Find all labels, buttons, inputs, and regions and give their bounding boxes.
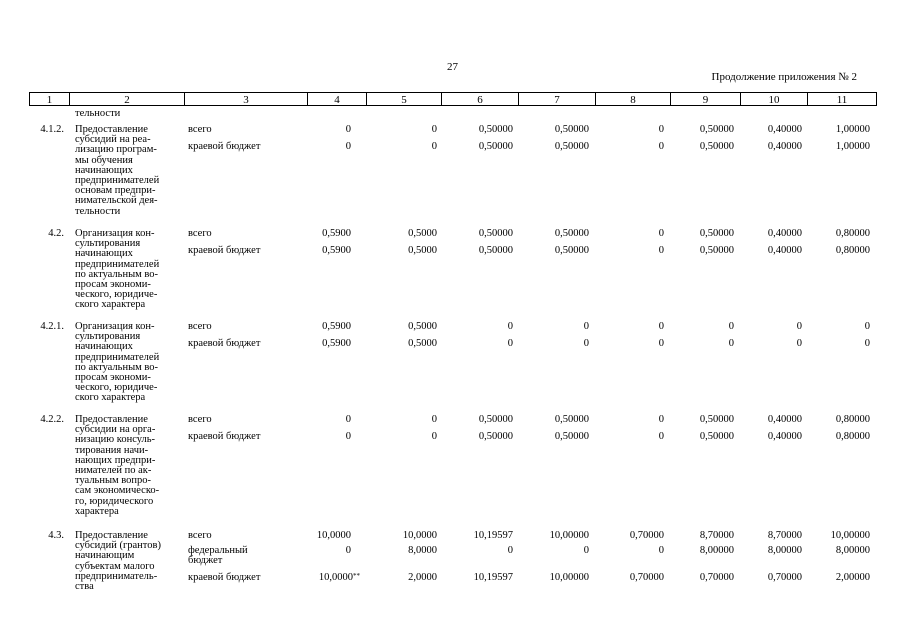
header-col-10: 10 xyxy=(740,92,807,106)
row-name-line: Организация кон- xyxy=(75,321,155,332)
table-cell-value: 0,50000 xyxy=(478,431,513,442)
table-cell-value: 0 xyxy=(583,545,589,556)
header-col-2: 2 xyxy=(69,92,184,106)
table-cell-value: 0,5900 xyxy=(322,228,351,239)
row-code: 4.2.2. xyxy=(40,414,64,425)
row-name-line: Организация кон- xyxy=(75,228,155,239)
row-name-line: низацию консуль- xyxy=(75,434,156,446)
table-cell-value: 0 xyxy=(864,321,870,332)
row-name-line: нающих предпри- xyxy=(75,454,156,466)
header-col-11: 11 xyxy=(807,92,877,106)
row-name-line: начинающих xyxy=(75,341,133,353)
row-name-line: сультирования xyxy=(75,331,141,343)
table-cell-value: 10,00000 xyxy=(830,530,870,541)
table-cell-value: 0,40000 xyxy=(767,228,802,239)
table-cell-value: 0,50000 xyxy=(554,431,589,442)
table-cell-value: 8,0000 xyxy=(408,545,437,556)
table-cell-value: 8,70000 xyxy=(699,530,734,541)
source-label: краевой бюджет xyxy=(188,338,261,349)
row-code: 4.2.1. xyxy=(40,321,64,332)
table-cell-value: 1,00000 xyxy=(835,124,870,135)
row-code: 4.2. xyxy=(48,228,64,239)
table-cell-value: 0,5900 xyxy=(322,245,351,256)
table-cell-value: 0,70000 xyxy=(767,572,802,583)
source-label: краевой бюджет xyxy=(188,572,261,583)
table-cell-value: 0 xyxy=(658,245,664,256)
table-cell-value: 0 xyxy=(864,338,870,349)
source-label: всего xyxy=(188,414,212,425)
table-cell-value: 0 xyxy=(658,414,664,425)
table-cell-value: 0 xyxy=(658,228,664,239)
table-cell-value: 0,40000 xyxy=(767,124,802,135)
row-name-line: по актуальным во- xyxy=(75,268,159,280)
row-name-line: субъектам малого xyxy=(75,560,155,572)
table-cell-value: 0 xyxy=(658,124,664,135)
table-cell-value: 10,0000 xyxy=(402,530,437,541)
table-cell-value: 10,19597 xyxy=(473,530,513,541)
table-cell-value: 0 xyxy=(658,141,664,152)
row-name-line: нимательской дея- xyxy=(75,195,158,207)
table-cell-value: 0,40000 xyxy=(767,141,802,152)
table-cell-value: 0,5000 xyxy=(408,321,437,332)
table-cell-value: 0,5900 xyxy=(322,338,351,349)
table-cell-value: 0 xyxy=(796,338,802,349)
source-label: краевой бюджет xyxy=(188,245,261,256)
table-cell-value: 0,50000 xyxy=(699,431,734,442)
table-cell-value: 0 xyxy=(658,338,664,349)
source-label: всего xyxy=(188,124,212,135)
table-cell-value: 0,50000 xyxy=(699,124,734,135)
row-name-line: по актуальным во- xyxy=(75,361,159,373)
header-col-1: 1 xyxy=(29,92,69,106)
table-cell-value: 0,80000 xyxy=(835,228,870,239)
source-label: всего xyxy=(188,530,212,541)
row-name-line: тирования начи- xyxy=(75,444,149,456)
table-cell-value: 0,40000 xyxy=(767,245,802,256)
header-col-8: 8 xyxy=(595,92,670,106)
table-cell-value: 8,00000 xyxy=(767,545,802,556)
source-label: бюджет xyxy=(188,555,223,567)
row-name-line: ства xyxy=(75,581,94,592)
table-cell-value: 0,50000 xyxy=(554,124,589,135)
carry-over-text: тельности xyxy=(75,108,121,119)
table-cell-value: 0,50000 xyxy=(699,414,734,425)
row-name-line: нимателей по ак- xyxy=(75,465,152,476)
table-cell-value: 0,50000 xyxy=(554,141,589,152)
row-name-line: просам экономи- xyxy=(75,372,151,383)
table-cell-value: 2,0000 xyxy=(408,572,437,583)
source-label: федеральный xyxy=(188,545,248,556)
table-cell-value: 0,5900 xyxy=(322,321,351,332)
table-cell-value: 0,50000 xyxy=(699,245,734,256)
row-code: 4.3. xyxy=(48,530,64,541)
table-cell-value: 0 xyxy=(507,321,513,332)
table-cell-value: 8,70000 xyxy=(767,530,802,541)
table-cell-value: 0,80000 xyxy=(835,414,870,425)
table-cell-value: 0,50000 xyxy=(478,124,513,135)
source-label: всего xyxy=(188,228,212,239)
source-label: краевой бюджет xyxy=(188,431,261,442)
page-number: 27 xyxy=(447,61,458,73)
table-cell-value: 0 xyxy=(345,141,351,152)
table-cell-value: 0 xyxy=(658,321,664,332)
table-cell-value: 0 xyxy=(583,321,589,332)
row-name-line: Предоставление xyxy=(75,530,148,541)
table-cell-value: 0,70000 xyxy=(629,572,664,583)
table-cell-value: 0,5000 xyxy=(408,338,437,349)
table-cell-value: 10,00000 xyxy=(549,572,589,583)
table-cell-value: 10,00000 xyxy=(549,530,589,541)
table-cell-value: 0 xyxy=(431,431,437,442)
table-cell-value: 0,40000 xyxy=(767,431,802,442)
table-cell-value: 0 xyxy=(583,338,589,349)
table-cell-value: 0,5000 xyxy=(408,228,437,239)
table-cell-value: 0 xyxy=(431,124,437,135)
table-cell-value: 0 xyxy=(507,545,513,556)
source-label: всего xyxy=(188,321,212,332)
table-header xyxy=(29,92,877,107)
table-cell-value: 0 xyxy=(507,338,513,349)
row-name-line: ского характера xyxy=(75,392,146,404)
table-cell-value: 0,70000 xyxy=(629,530,664,541)
table-cell-value: 0,50000 xyxy=(478,414,513,425)
table-cell-value: 8,00000 xyxy=(699,545,734,556)
header-col-5: 5 xyxy=(366,92,441,106)
table-cell-value: 0 xyxy=(796,321,802,332)
row-name-line: сам экономическо- xyxy=(75,485,160,497)
row-name-line: ческого, юридиче- xyxy=(75,382,158,394)
table-cell-value: 2,00000 xyxy=(835,572,870,583)
table-cell-value: 0,80000 xyxy=(835,431,870,442)
table-cell-value: 10,0000 xyxy=(316,530,351,541)
table-cell-value: 0,50000 xyxy=(699,228,734,239)
continuation-heading: Продолжение приложения № 2 xyxy=(711,71,857,83)
row-name-line: предпринимателей xyxy=(75,258,160,270)
row-name-line: характера xyxy=(75,505,119,517)
row-name-line: сультирования xyxy=(75,238,141,250)
row-code: 4.1.2. xyxy=(40,124,64,135)
table-cell-value: 0,70000 xyxy=(699,572,734,583)
table-cell-value: 0,50000 xyxy=(554,414,589,425)
row-name-line: Предоставление xyxy=(75,414,148,425)
row-name-line: субсидий на реа- xyxy=(75,134,151,146)
table-cell-value: 0 xyxy=(431,141,437,152)
table-cell-value: 0,50000 xyxy=(478,245,513,256)
table-cell-value: 0 xyxy=(728,338,734,349)
table-cell-value: 0,80000 xyxy=(835,245,870,256)
row-name-line: начинающих xyxy=(75,164,133,176)
table-cell-value: 0,50000 xyxy=(554,228,589,239)
row-name-line: ского характера xyxy=(75,299,146,311)
header-col-4: 4 xyxy=(307,92,366,106)
row-name-line: тельности xyxy=(75,205,121,217)
row-name-line: начинающим xyxy=(75,550,135,562)
row-name-line: Предоставление xyxy=(75,124,148,135)
row-name-line: лизацию програм- xyxy=(75,144,157,156)
row-name-line: субсидий (грантов) xyxy=(75,540,161,552)
table-cell-value: 0,5000 xyxy=(408,245,437,256)
header-col-3: 3 xyxy=(184,92,307,106)
table-cell-value: 0 xyxy=(658,431,664,442)
table-cell-value: 8,00000 xyxy=(835,545,870,556)
table-cell-value: 0,50000 xyxy=(699,141,734,152)
header-col-7: 7 xyxy=(518,92,595,106)
row-name-line: просам экономи- xyxy=(75,279,151,290)
table-cell-value: 10,19597 xyxy=(473,572,513,583)
table-cell-value: 0 xyxy=(431,414,437,425)
row-name-line: туальным вопро- xyxy=(75,475,152,487)
row-name-line: мы обучения xyxy=(75,154,133,166)
table-cell-value: 0 xyxy=(345,431,351,442)
row-name-line: основам предпри- xyxy=(75,185,156,197)
table-cell-value: 0 xyxy=(345,414,351,425)
table-cell-value: 0 xyxy=(345,124,351,135)
row-name-line: начинающих xyxy=(75,248,133,260)
table-cell-value: 0,50000 xyxy=(478,228,513,239)
row-name-line: ческого, юридиче- xyxy=(75,289,158,301)
header-col-9: 9 xyxy=(670,92,740,106)
table-cell-value: 0 xyxy=(658,545,664,556)
table-cell-value: 1,00000 xyxy=(835,141,870,152)
table-cell-value: 0,50000 xyxy=(478,141,513,152)
table-cell-value: 10,0000** xyxy=(318,572,360,583)
table-cell-value: 0 xyxy=(345,545,351,556)
footnote-mark: ** xyxy=(353,572,360,580)
table-cell-value: 0,40000 xyxy=(767,414,802,425)
row-name-line: предпринимателей xyxy=(75,351,160,363)
row-name-line: субсидии на орга- xyxy=(75,424,156,436)
table-cell-value: 0,50000 xyxy=(554,245,589,256)
source-label: краевой бюджет xyxy=(188,141,261,152)
header-col-6: 6 xyxy=(441,92,518,106)
table-cell-value: 0 xyxy=(728,321,734,332)
row-name-line: го, юридического xyxy=(75,495,154,507)
row-name-line: предпринимателей xyxy=(75,175,160,186)
row-name-line: предприниматель- xyxy=(75,570,158,582)
